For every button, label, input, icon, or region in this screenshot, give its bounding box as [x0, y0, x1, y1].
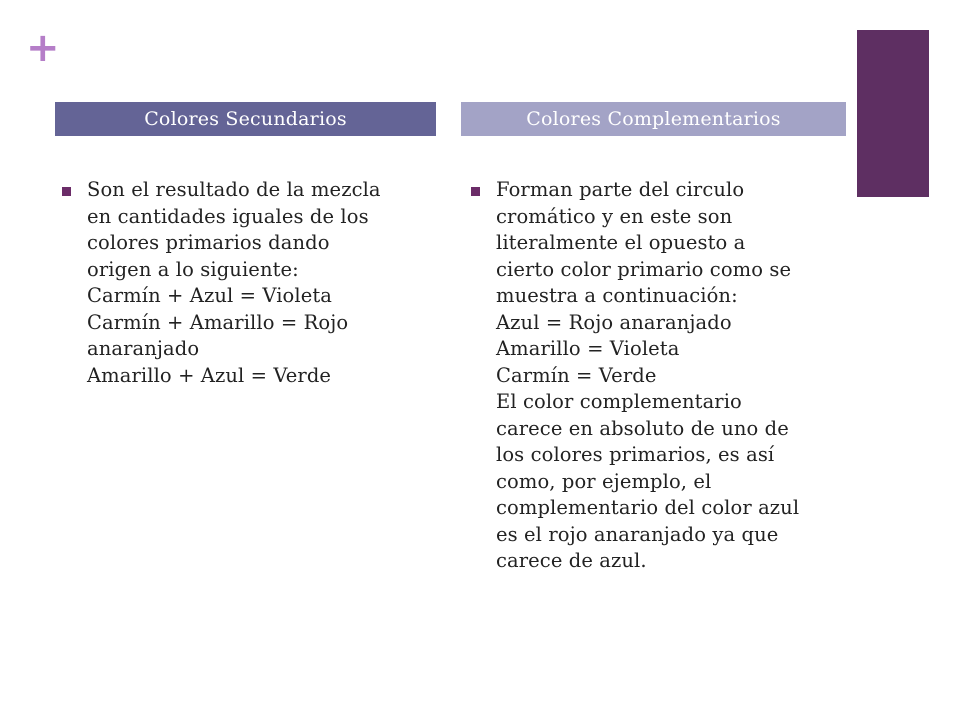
- text-line: Carmín + Amarillo = Rojo: [87, 310, 349, 334]
- paragraph-complementarios: [496, 177, 799, 575]
- text-line: Forman parte del circulo: [496, 178, 745, 201]
- text-line: como, por ejemplo, el: [496, 469, 712, 493]
- text-line: Son el resultado de la mezcla: [87, 178, 381, 201]
- text-line: Azul = Rojo anaranjado: [496, 310, 732, 334]
- paragraph-secundarios: [87, 177, 381, 389]
- header-secundarios: Colores Secundarios: [55, 102, 436, 136]
- text-line: Amarillo = Violeta: [496, 337, 680, 360]
- text-line: cierto color primario como se: [496, 257, 792, 281]
- text-line: carece de azul.: [496, 549, 647, 572]
- text-line: Carmín + Azul = Violeta: [87, 284, 333, 307]
- text-line: cromático y en este son: [496, 204, 733, 228]
- header-complementarios: Colores Complementarios: [461, 102, 846, 136]
- column-complementarios: [471, 177, 851, 575]
- square-bullet-icon: [471, 187, 480, 196]
- text-line: literalmente el opuesto a: [496, 231, 746, 254]
- text-line: en cantidades iguales de los: [87, 204, 369, 228]
- text-line: colores primarios dando: [87, 231, 330, 254]
- text-line: carece en absoluto de uno de: [496, 416, 789, 440]
- text-line: Amarillo + Azul = Verde: [87, 363, 332, 387]
- text-line: El color complementario: [496, 390, 742, 413]
- plus-icon: +: [26, 25, 60, 71]
- text-line: los colores primarios, es así: [496, 443, 775, 466]
- square-bullet-icon: [62, 187, 71, 196]
- column-secundarios: [62, 177, 422, 389]
- text-line: origen a lo siguiente:: [87, 257, 299, 281]
- text-line: complementario del color azul: [496, 496, 800, 519]
- text-line: anaranjado: [87, 337, 200, 360]
- text-line: es el rojo anaranjado ya que: [496, 522, 779, 546]
- text-line: muestra a continuación:: [496, 284, 738, 307]
- text-line: Carmín = Verde: [496, 363, 657, 387]
- accent-bar: [857, 30, 929, 197]
